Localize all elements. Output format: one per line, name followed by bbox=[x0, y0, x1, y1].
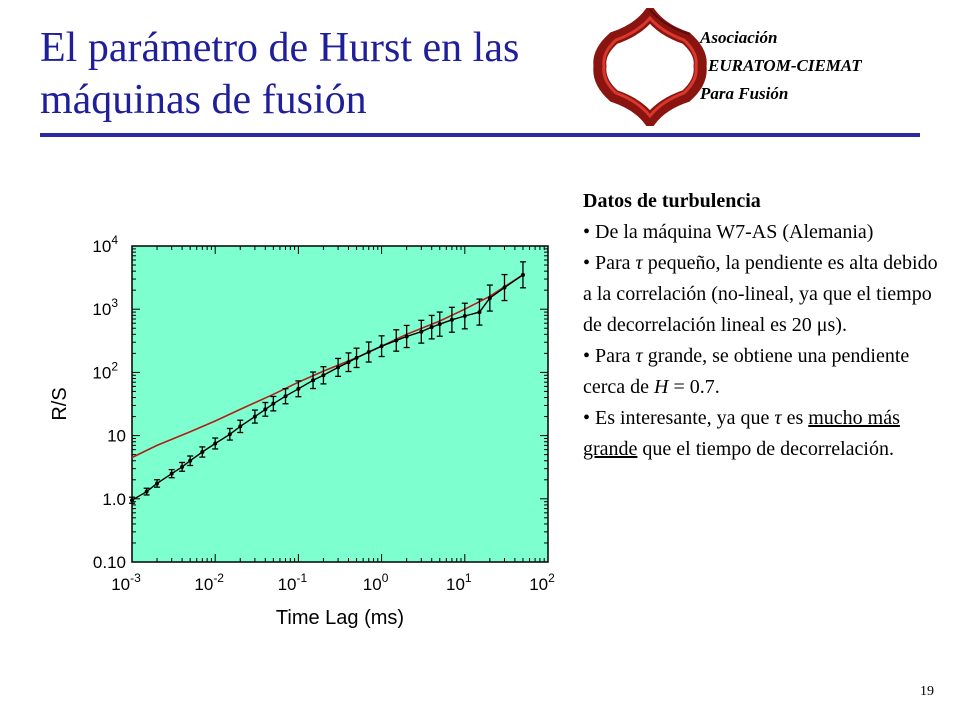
x-tick-label: $10^{-1}$ bbox=[277, 571, 308, 594]
b4-underlined: mucho más grande bbox=[583, 407, 900, 460]
data-point bbox=[380, 344, 384, 348]
data-point bbox=[367, 350, 371, 354]
data-point bbox=[336, 365, 340, 369]
page-number: 19 bbox=[920, 684, 934, 699]
data-point bbox=[188, 459, 192, 463]
notes-heading: Datos de turbulencia bbox=[583, 190, 761, 212]
b3-pre: • Para bbox=[583, 345, 636, 367]
bullet-small-tau bbox=[583, 248, 943, 341]
data-point bbox=[477, 310, 481, 314]
y-tick-label: $10^2$ bbox=[92, 359, 118, 383]
y-tick-label: $10^3$ bbox=[92, 296, 118, 320]
x-tick-label: $10^0$ bbox=[362, 571, 389, 594]
bullet-large-tau bbox=[583, 341, 943, 403]
bullet-machine: • De la máquina W7-AS (Alemania) bbox=[583, 221, 874, 243]
x-tick-label: $10^1$ bbox=[445, 571, 472, 594]
assoc-line-3: Para Fusión bbox=[700, 84, 789, 103]
slide-title: El parámetro de Hurst en las máquinas de fusión bbox=[40, 25, 520, 123]
data-point bbox=[346, 360, 350, 364]
bullet-interesting bbox=[583, 403, 943, 465]
data-point bbox=[394, 338, 398, 342]
data-point bbox=[521, 273, 525, 277]
b3-end: = 0.7. bbox=[668, 376, 720, 398]
data-point bbox=[430, 325, 434, 329]
data-point bbox=[180, 465, 184, 469]
b4-end: que el tiempo de decorrelación. bbox=[637, 438, 894, 460]
association-name bbox=[700, 24, 862, 108]
data-point bbox=[263, 407, 267, 411]
mu-symbol: μ bbox=[816, 314, 828, 336]
data-point bbox=[502, 286, 506, 290]
y-axis-label: R/S bbox=[49, 387, 71, 421]
data-point bbox=[238, 424, 242, 428]
b4-pre: • Es interesante, ya que bbox=[583, 407, 775, 429]
data-point bbox=[450, 318, 454, 322]
data-point bbox=[438, 322, 442, 326]
data-point bbox=[355, 356, 359, 360]
assoc-line-2: EURATOM-CIEMAT bbox=[708, 56, 862, 75]
data-point bbox=[253, 415, 257, 419]
hurst-h: H bbox=[654, 376, 669, 398]
data-point bbox=[296, 387, 300, 391]
turbulence-notes bbox=[583, 186, 943, 465]
data-point bbox=[130, 498, 134, 502]
tau-symbol: τ bbox=[774, 407, 782, 429]
data-point bbox=[228, 432, 232, 436]
data-point bbox=[200, 450, 204, 454]
data-point bbox=[284, 394, 288, 398]
hurst-rs-chart bbox=[40, 222, 580, 642]
data-point bbox=[321, 373, 325, 377]
plot-area bbox=[132, 246, 548, 562]
data-point bbox=[419, 330, 423, 334]
x-tick-label: $10^{-3}$ bbox=[111, 571, 141, 594]
x-tick-label: $10^2$ bbox=[529, 571, 555, 594]
tau-symbol: τ bbox=[635, 345, 643, 367]
data-point bbox=[155, 481, 159, 485]
b2-post: pequeño, la pendiente es alta debido a la correlación (no-lineal, ya que el tiempo de decorrelación lineal es 20 bbox=[583, 252, 938, 336]
x-axis-label: Time Lag (ms) bbox=[275, 607, 405, 629]
y-tick-label: 1.0 bbox=[102, 489, 126, 509]
title-underline bbox=[40, 133, 920, 137]
data-point bbox=[311, 378, 315, 382]
y-tick-label: 10 bbox=[107, 426, 126, 446]
tau-symbol: τ bbox=[635, 252, 643, 274]
euratom-ciemat-logo bbox=[590, 8, 710, 126]
y-tick-label: 0.10 bbox=[92, 553, 126, 572]
b2-pre: • Para bbox=[583, 252, 636, 274]
b3-mid: grande, se obtiene una pendiente cerca de bbox=[583, 345, 910, 398]
x-tick-label: $10^{-2}$ bbox=[194, 571, 224, 594]
data-point bbox=[170, 472, 174, 476]
data-point bbox=[405, 334, 409, 338]
data-point bbox=[213, 441, 217, 445]
data-point bbox=[488, 296, 492, 300]
data-point bbox=[145, 490, 149, 494]
b4-mid: es bbox=[781, 407, 809, 429]
assoc-line-1: Asociación bbox=[700, 28, 778, 47]
data-point bbox=[463, 314, 467, 318]
y-tick-label: $10^4$ bbox=[92, 233, 118, 256]
data-point bbox=[271, 402, 275, 406]
b2-end: s). bbox=[827, 314, 847, 336]
